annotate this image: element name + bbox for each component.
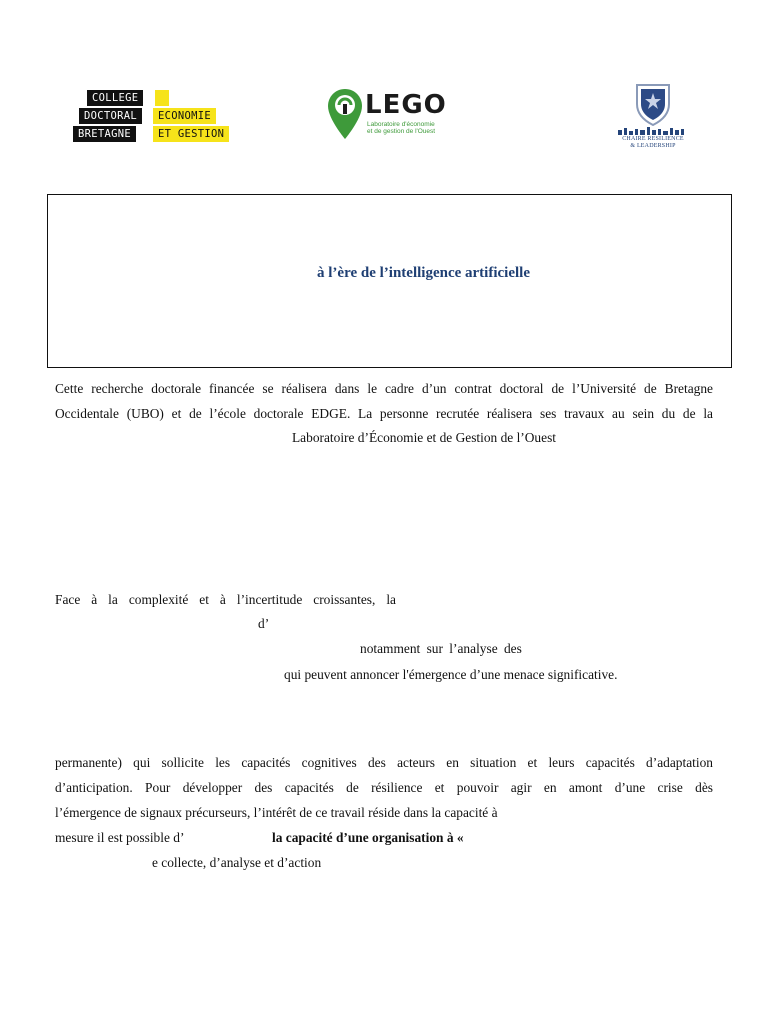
objective-line-4b: la capacité d’une organisation à « <box>272 830 464 845</box>
chaire-line1: CHAIRE RESILIENCE <box>622 136 684 142</box>
lego-subtitle-1: Laboratoire d'économie <box>367 121 435 128</box>
logo-college-line2b: ECONOMIE <box>153 108 216 124</box>
lego-logo <box>327 88 452 140</box>
objective-line-5: e collecte, d’analyse et d’action <box>152 855 322 870</box>
logo-college-line3: BRETAGNE <box>73 126 136 142</box>
logo-college-line1: COLLEGE <box>87 90 143 106</box>
title-box <box>47 194 732 368</box>
skyline-icon <box>618 127 688 135</box>
map-pin-icon <box>327 88 363 140</box>
lego-subtitle-2: et de gestion de l'Ouest <box>367 128 436 135</box>
logo-college-line2: DOCTORAL <box>79 108 142 124</box>
intro-line-1: Cette recherche doctorale financée se réalisera dans le cadre d’un contrat doctoral de l’Université de Bretagne <box>55 381 713 396</box>
objective-line-1: permanente) qui sollicite les capacités cognitives des acteurs en situation et leurs capacités d’adaptation <box>55 755 713 770</box>
intro-line-2: Occidentale (UBO) et de l’école doctorale EDGE. La personne recrutée réalisera ses travaux au sein du de la <box>55 406 713 421</box>
intro-line-3: Laboratoire d’Économie et de Gestion de l’Ouest <box>292 430 557 445</box>
chaire-resilience-logo <box>612 82 694 150</box>
context-line-4: qui peuvent annoncer l'émergence d’une menace significative. <box>284 667 618 682</box>
context-line-2: d’ <box>258 616 270 631</box>
logo-college-line3b: ET GESTION <box>153 126 229 142</box>
objective-line-2: d’anticipation. Pour développer des capacités de résilience et pouvoir agir en amont d’une crise dès <box>55 780 713 795</box>
title-subtitle: à l’ère de l’intelligence artificielle <box>317 265 530 281</box>
objective-line-4a: mesure il est possible d’ <box>55 830 185 845</box>
logo-yellow-block <box>155 90 169 106</box>
college-doctoral-logo <box>73 90 233 148</box>
chaire-line2: & LEADERSHIP <box>630 143 676 149</box>
context-line-3: notamment sur l’analyse des <box>360 641 522 656</box>
objective-line-3: l’émergence de signaux précurseurs, l’intérêt de ce travail réside dans la capacité à <box>55 805 498 820</box>
shield-icon <box>634 82 672 126</box>
lego-name: LEGO <box>365 90 447 120</box>
context-line-1: Face à la complexité et à l’incertitude croissantes, la <box>55 592 396 607</box>
